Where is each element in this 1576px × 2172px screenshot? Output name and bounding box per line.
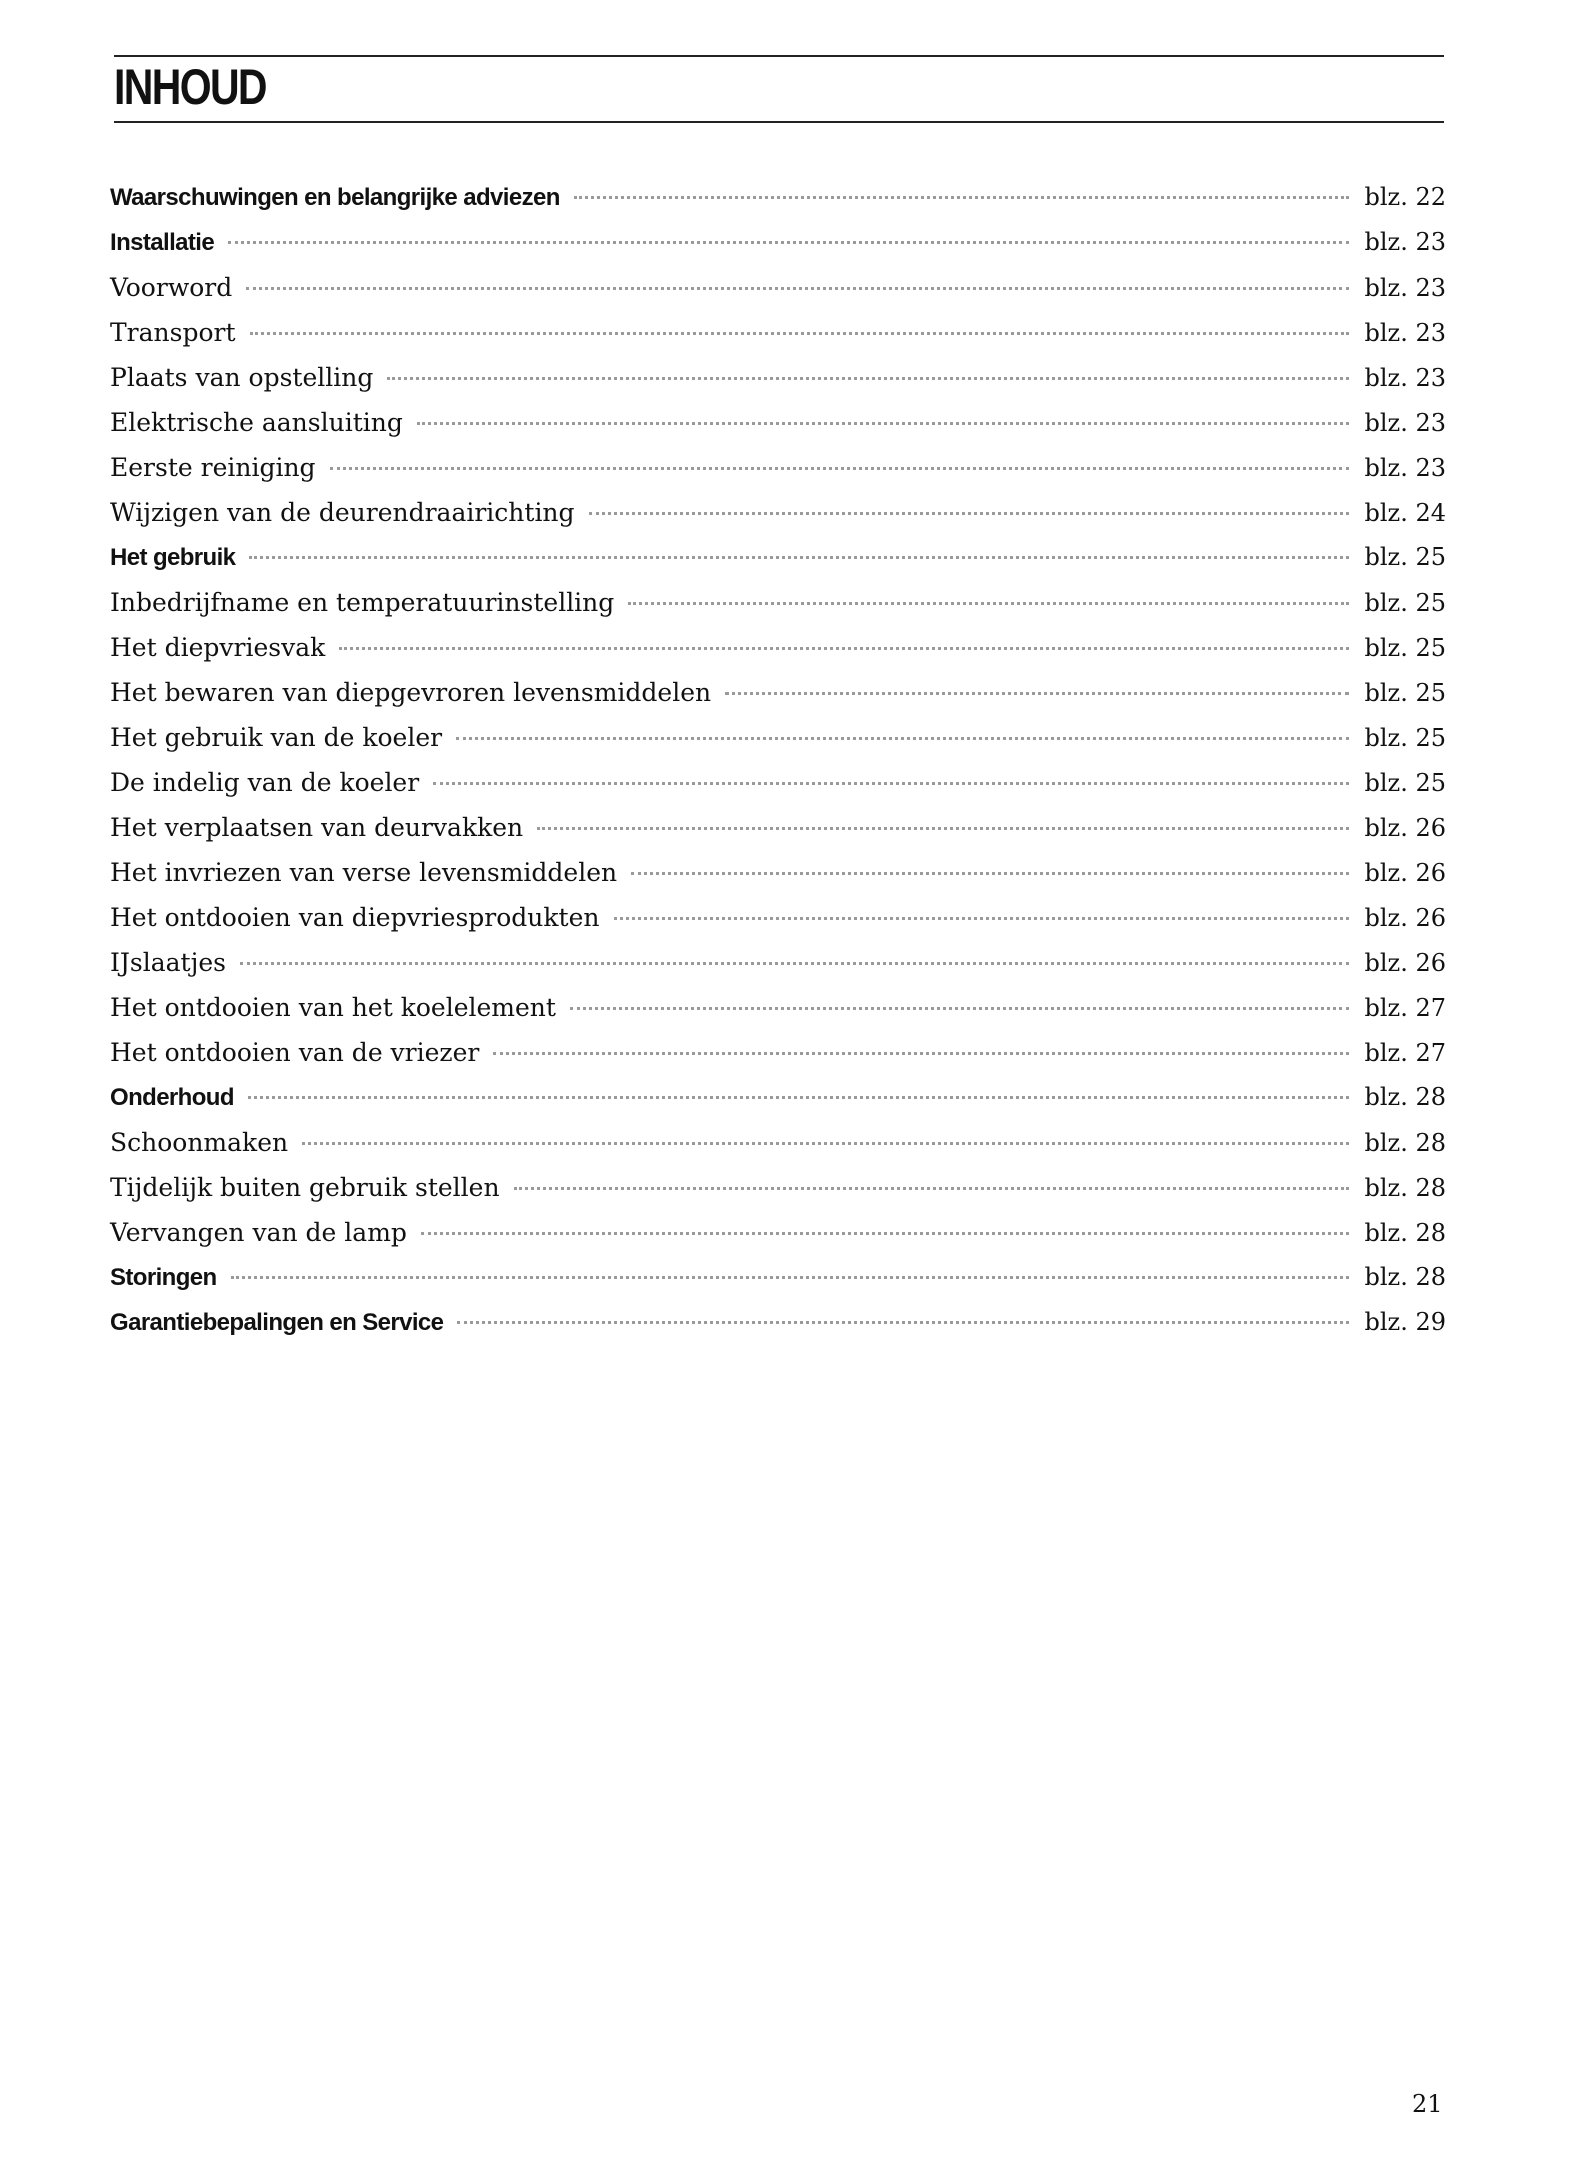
toc-dot-leader [631,872,1348,875]
toc-entry-label: Het ontdooien van de vriezer [110,1038,480,1067]
toc-dot-leader [417,422,1349,425]
toc-entry-label: Installatie [110,229,215,256]
toc-entry-label: Het invriezen van verse levensmiddelen [110,858,618,887]
toc-dot-leader [330,467,1349,470]
toc-dot-leader [231,1276,1349,1279]
toc-entry [110,895,1446,940]
toc-entry-page: blz. 27 [1364,1039,1446,1067]
toc-entry [110,445,1446,490]
toc-dot-leader [302,1142,1348,1145]
toc-entry-page: blz. 25 [1364,634,1446,662]
toc-entry-label: Voorword [110,273,233,302]
toc-entry [110,625,1446,670]
toc-entry-page: blz. 26 [1364,949,1446,977]
toc-entry [110,310,1446,355]
toc-entry [110,400,1446,445]
toc-dot-leader [249,556,1348,559]
toc-entry-label: Het gebruik van de koeler [110,723,443,752]
toc-entry-page: blz. 22 [1364,183,1446,211]
toc-entry-label: Waarschuwingen en belangrijke adviezen [110,184,560,211]
toc-entry-label: Het verplaatsen van deurvakken [110,813,524,842]
toc-entry-label: Wijzigen van de deurendraairichting [110,498,575,527]
toc-dot-leader [628,602,1348,605]
toc-entry [110,490,1446,535]
toc-dot-leader [248,1096,1349,1099]
toc-section-entry [110,535,1446,580]
toc-entry [110,265,1446,310]
toc-entry-label: Het ontdooien van diepvriesprodukten [110,903,600,932]
toc-dot-leader [228,241,1348,244]
toc-dot-leader [570,1007,1349,1010]
toc-entry-page: blz. 28 [1364,1174,1446,1202]
top-rule [114,55,1444,57]
toc-entry-label: Vervangen van de lamp [110,1218,407,1247]
toc-dot-leader [246,287,1348,290]
toc-entry-page: blz. 28 [1364,1219,1446,1247]
page-title: INHOUD [114,59,266,115]
toc-dot-leader [457,1321,1348,1324]
toc-entry [110,1120,1446,1165]
toc-entry [110,1210,1446,1255]
toc-entry-label: Eerste reiniging [110,453,316,482]
toc-entry-page: blz. 27 [1364,994,1446,1022]
toc-dot-leader [589,512,1349,515]
toc-entry-page: blz. 25 [1364,589,1446,617]
toc-entry-page: blz. 28 [1364,1263,1446,1291]
toc-entry [110,805,1446,850]
toc-entry-page: blz. 25 [1364,679,1446,707]
title-underline-rule [114,121,1444,123]
toc-entry-page: blz. 28 [1364,1083,1446,1111]
toc-section-entry [110,220,1446,265]
toc-dot-leader [614,917,1349,920]
toc-entry-label: Het gebruik [110,544,236,571]
toc-section-entry [110,1075,1446,1120]
toc-entry-label: Plaats van opstelling [110,363,374,392]
toc-dot-leader [421,1232,1349,1235]
toc-section-entry [110,175,1446,220]
toc-entry-page: blz. 29 [1364,1308,1446,1336]
toc-dot-leader [339,647,1348,650]
toc-entry-page: blz. 25 [1364,724,1446,752]
toc-entry-page: blz. 26 [1364,814,1446,842]
toc-entry-page: blz. 28 [1364,1129,1446,1157]
toc-entry-label: IJslaatjes [110,948,226,977]
page-number: 21 [1412,2090,1443,2118]
toc-section-entry [110,1300,1446,1345]
toc-entry [110,580,1446,625]
toc-entry [110,670,1446,715]
toc-entry-label: Onderhoud [110,1084,234,1111]
toc-entry-page: blz. 25 [1364,543,1446,571]
toc-entry-label: Het ontdooien van het koelelement [110,993,556,1022]
toc-entry-page: blz. 23 [1364,228,1446,256]
toc-entry-label: Het diepvriesvak [110,633,326,662]
table-of-contents [110,175,1446,1345]
toc-entry-label: Storingen [110,1264,217,1291]
toc-entry-page: blz. 23 [1364,454,1446,482]
toc-dot-leader [250,332,1349,335]
toc-entry [110,1165,1446,1210]
toc-entry-label: Garantiebepalingen en Service [110,1309,444,1336]
toc-dot-leader [514,1187,1349,1190]
toc-entry-label: Elektrische aansluiting [110,408,403,437]
toc-entry-label: De indelig van de koeler [110,768,420,797]
toc-entry-page: blz. 23 [1364,319,1446,347]
toc-dot-leader [574,196,1349,199]
toc-entry [110,760,1446,805]
toc-entry-page: blz. 23 [1364,409,1446,437]
toc-dot-leader [240,962,1349,965]
toc-entry-page: blz. 26 [1364,859,1446,887]
toc-entry-label: Inbedrijfname en temperatuurinstelling [110,588,615,617]
toc-dot-leader [537,827,1348,830]
toc-entry-label: Tijdelijk buiten gebruik stellen [110,1173,500,1202]
toc-entry-page: blz. 25 [1364,769,1446,797]
toc-entry-page: blz. 26 [1364,904,1446,932]
toc-entry [110,1030,1446,1075]
toc-entry [110,940,1446,985]
toc-entry-label: Schoonmaken [110,1128,289,1157]
toc-entry-page: blz. 24 [1364,499,1446,527]
toc-dot-leader [456,737,1348,740]
toc-dot-leader [725,692,1348,695]
toc-entry-label: Het bewaren van diepgevroren levensmiddelen [110,678,712,707]
toc-entry-page: blz. 23 [1364,274,1446,302]
toc-dot-leader [387,377,1348,380]
toc-entry [110,715,1446,760]
toc-dot-leader [433,782,1348,785]
toc-entry-label: Transport [110,318,236,347]
toc-section-entry [110,1255,1446,1300]
toc-entry [110,355,1446,400]
toc-dot-leader [493,1052,1348,1055]
toc-entry [110,985,1446,1030]
toc-entry [110,850,1446,895]
toc-entry-page: blz. 23 [1364,364,1446,392]
